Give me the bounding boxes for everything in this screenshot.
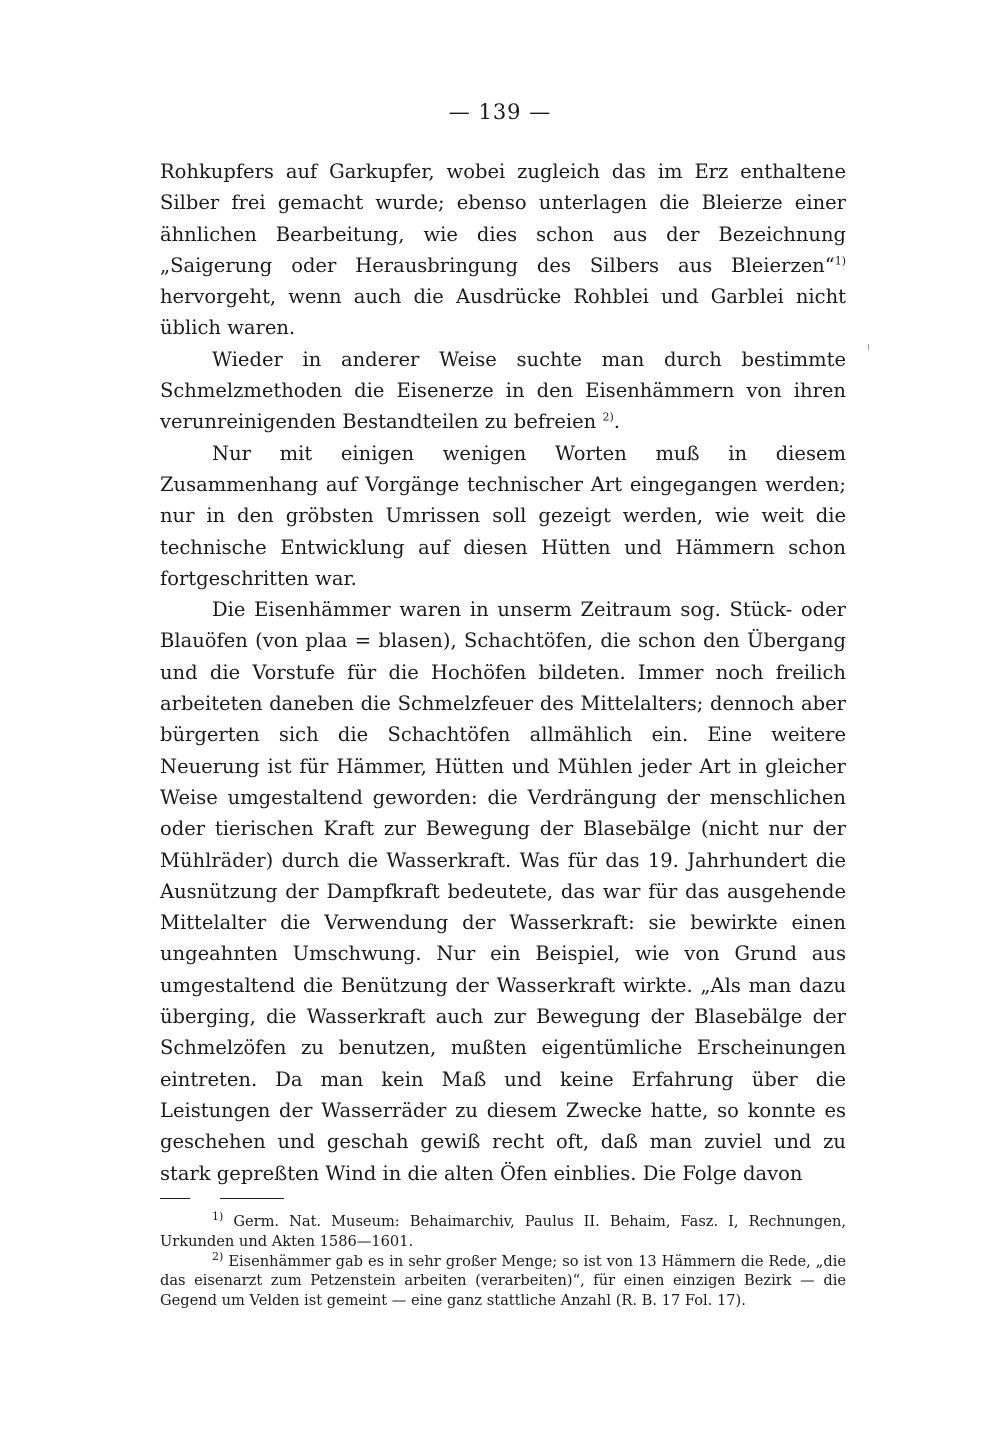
footnote-ref-1[interactable]: 1) — [834, 254, 846, 268]
paragraph-3: Nur mit einigen wenigen Worten muß in diesem Zusammenhang auf Vorgänge technischer Art eingegangen werden; nur in den gröbsten Umrissen soll gezeigt werden, wie weit die technische Entwicklung auf diesen Hütten und Hämmern schon fortgeschritten war. — [160, 441, 846, 590]
paragraph-1-text-a: Rohkupfers auf Garkupfer, wobei zugleich das im Erz enthaltene Silber frei gemacht wurde; ebenso unterlagen die Bleierze einer ähnlichen Bearbeitung, wie dies schon aus der Bezeichnung „Saigerung oder Herausbringung des Silbers aus Bleierzen“ — [160, 160, 846, 277]
footnote-1-text: Germ. Nat. Museum: Behaimarchiv, Paulus II. Behaim, Fasz. I, Rechnungen, Urkunden und Akten 1586—1601. — [160, 1213, 846, 1250]
footnote-2-marker: 2) — [212, 1249, 224, 1263]
paragraph-4: Die Eisenhämmer waren in unserm Zeitraum sog. Stück- oder Blauöfen (von plaa = blasen), Schachtöfen, die schon den Übergang und die Vorstufe für die Hochöfen bildeten. Immer noch freilich arbeiteten daneben die Schmelzfeuer des Mittelalters; dennoch aber bürgerten sich die Schachtöfen allmählich ein. Eine weitere Neuerung ist für Hämmer, Hütten und Mühlen jeder Art in gleicher Weise umgestaltend geworden: die Verdrängung der menschlichen oder tierischen Kraft zur Bewegung der Blasebälge (nicht nur der Mühlräder) durch die Wasserkraft. Was für das 19. Jahrhundert die Ausnützung der Dampfkraft bedeutete, das war für das ausgehende Mittelalter die Verwendung der Wasserkraft: sie bewirkte einen ungeahnten Umschwung. Nur ein Beispiel, wie von Grund aus umgestaltend die Benützung der Wasserkraft wirkte. „Als man dazu überging, die Wasserkraft auch zur Bewegung der Blasebälge der Schmelzöfen zu benutzen, mußten eigentümliche Erscheinungen eintreten. Da man kein Maß und keine Erfahrung über die Leistungen der Wasserräder zu diesem Zwecke hatte, so konnte es geschehen und geschah gewiß recht oft, daß man zuviel und zu stark gepreßten Wind in die alten Öfen einblies. Die Folge davon — [160, 598, 846, 1185]
margin-mark — [868, 344, 869, 350]
paragraph-2-text-a: Wieder in anderer Weise suchte man durch bestimmte Schmelzmethoden die Eisenerze in den Eisenhämmern von ihren verunreinigenden Bestandteilen zu befreien — [160, 347, 846, 434]
paragraph-2 — [160, 344, 846, 438]
paragraph-1-text-b: hervorgeht, wenn auch die Ausdrücke Rohblei und Garblei nicht üblich waren. — [160, 285, 846, 340]
body-text — [160, 156, 846, 1189]
paragraph-1 — [160, 156, 846, 344]
footnote-1 — [160, 1212, 846, 1252]
footnote-2-text: Eisenhämmer gab es in sehr großer Menge; so ist von 13 Hämmern die Rede, „die das eisenarzt zum Petzenstein arbeiten (verarbeiten)“, für einen einzigen Bezirk — die Gegend um Velden ist gemeint — eine ganz stattliche Anzahl (R. B. 17 Fol. 17). — [160, 1252, 846, 1310]
paragraph-2-text-b: . — [613, 410, 620, 434]
footnote-separator — [160, 1198, 284, 1199]
footnote-2 — [160, 1249, 846, 1311]
footnote-ref-2[interactable]: 2) — [602, 410, 614, 424]
page-number: — 139 — — [448, 100, 552, 124]
footnotes — [160, 1212, 846, 1311]
footnote-separator-gap — [190, 1196, 220, 1202]
footnote-1-marker: 1) — [212, 1210, 224, 1224]
